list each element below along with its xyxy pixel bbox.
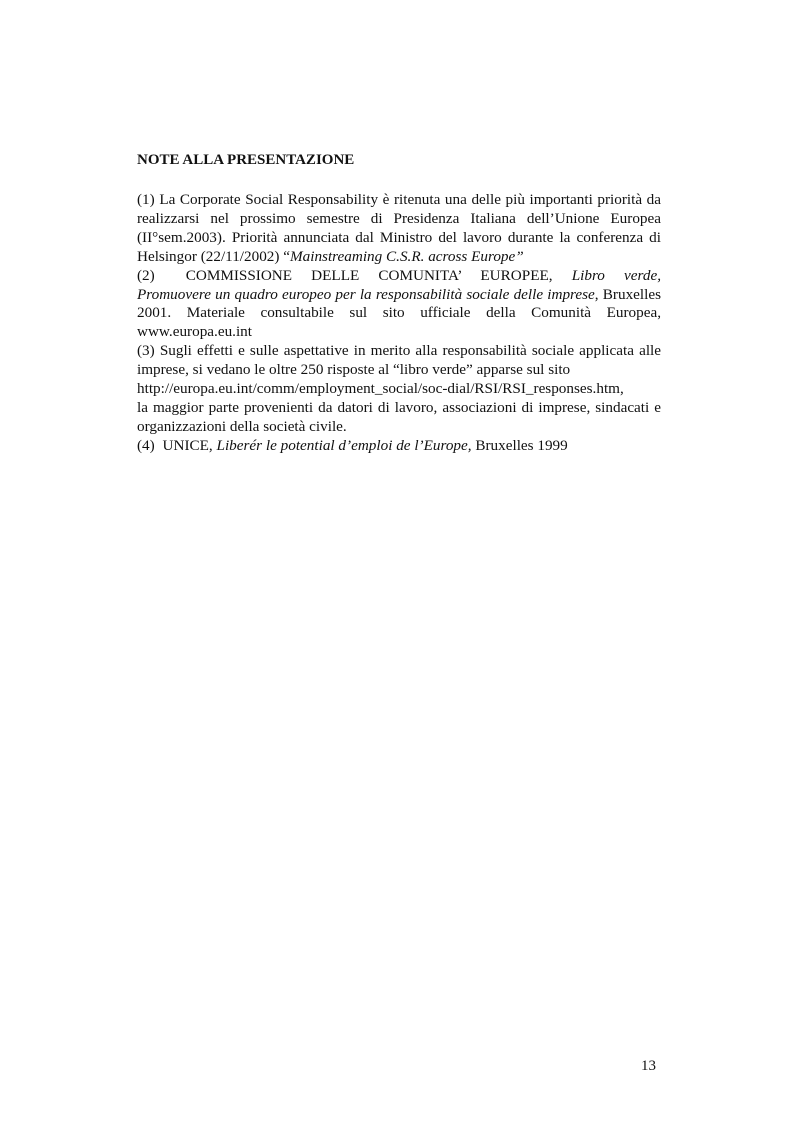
note-3-text-after: la maggior parte provenienti da datori di lavoro, associazioni di imprese, sindacati e organizzazioni della società civile. (137, 398, 661, 435)
note-1-italic: Mainstreaming C.S.R. across Europe” (289, 247, 524, 265)
page-title: NOTE ALLA PRESENTAZIONE (137, 152, 355, 168)
note-2 (137, 267, 661, 343)
note-4-number: (4) (137, 436, 155, 454)
note-3-text: Sugli effetti e sulle aspettative in merito alla responsabilità sociale applicata alle imprese, si vedano le oltre 250 risposte al “libro verde” apparse sul sito (137, 342, 661, 379)
note-2-text: , Bruxelles 2001. Materiale consultabile sul sito ufficiale della Comunità Europea, www.europa.eu.int (137, 285, 661, 341)
note-3 (137, 342, 661, 437)
note-4-italic: Liberér le potential d’emploi de l’Europe, (216, 436, 472, 454)
note-3-url: http://europa.eu.int/comm/employment_social/soc-dial/RSI/RSI_responses.htm, (137, 380, 624, 398)
note-4-text: Bruxelles 1999 (475, 436, 568, 454)
note-2-number: (2) (137, 266, 155, 284)
note-2-author: COMMISSIONE DELLE COMUNITA’ EUROPEE, (185, 266, 553, 284)
note-2-italic: Libro verde, Promuovere un quadro europeo per la responsabilità sociale delle imprese (137, 266, 661, 303)
note-4-author: UNICE, (162, 436, 213, 454)
page-number: 13 (641, 1058, 656, 1074)
note-1-text: La Corporate Social Responsability è ritenuta una delle più importanti priorità da realizzarsi nel prossimo semestre di Presidenza Italiana dell’Unione Europea (II°sem.2003). Priorità annunciata dal Ministro del lavoro durante la conferenza di Helsingor (22/11/2002) “ (137, 191, 662, 265)
note-1 (137, 191, 661, 267)
note-4 (137, 437, 661, 456)
note-3-number: (3) (137, 342, 155, 360)
note-1-number: (1) (137, 191, 155, 208)
notes-list (137, 191, 661, 456)
